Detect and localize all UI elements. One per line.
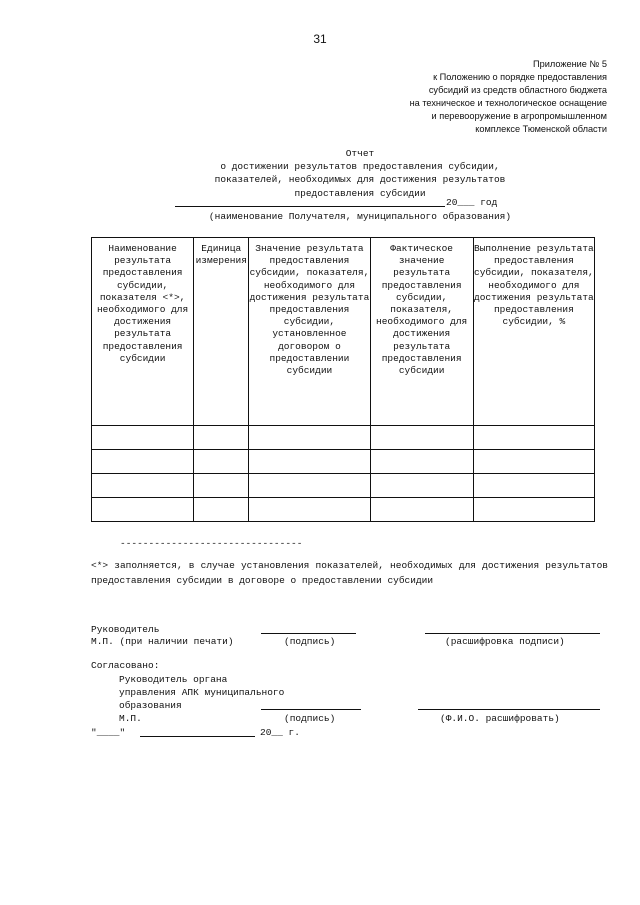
table-header-row (92, 238, 595, 426)
table-row (92, 426, 595, 450)
table-cell[interactable] (473, 498, 594, 522)
recipient-name-underline (175, 206, 445, 207)
table-cell[interactable] (249, 474, 370, 498)
agency-decoding-caption: (Ф.И.О. расшифровать) (440, 713, 560, 724)
table-cell[interactable] (473, 450, 594, 474)
table-cell[interactable] (92, 426, 194, 450)
agency-signature-caption: (подпись) (284, 713, 336, 724)
table-row (92, 498, 595, 522)
table-cell[interactable] (473, 426, 594, 450)
head-signature-line[interactable] (261, 633, 356, 634)
report-year: 20___ год (446, 197, 498, 208)
appendix-line: и перевооружение в агропромышленном (431, 111, 607, 121)
agency-label-line: образования (119, 700, 182, 711)
recipient-caption: (наименование Получателя, муниципального образования) (208, 211, 512, 222)
report-table (91, 237, 595, 522)
table-row (92, 450, 595, 474)
agency-label-line: управления АПК муниципального (119, 687, 285, 698)
appendix-line: к Положению о порядке предоставления (433, 72, 607, 82)
column-header-result-name: Наименование результата предоставления субсидии, показателя <*>, необходимого для достижения результата предоставления субсидии (92, 238, 194, 426)
table-cell[interactable] (370, 426, 473, 450)
column-header-unit: Единица измерения (194, 238, 249, 426)
agency-stamp-label: М.П. (119, 713, 142, 724)
table-cell[interactable] (370, 498, 473, 522)
table-cell[interactable] (194, 474, 249, 498)
appendix-line: комплексе Тюменской области (475, 124, 607, 134)
table-cell[interactable] (473, 474, 594, 498)
table-cell[interactable] (194, 498, 249, 522)
report-title-line: предоставления субсидии (294, 187, 426, 199)
column-header-actual-value: Фактическое значение результата предоставления субсидии, показателя, необходимого для достижения результата предоставления субсидии (370, 238, 473, 426)
report-period-line (175, 197, 515, 209)
table-cell[interactable] (249, 498, 370, 522)
column-header-completion: Выполнение результата предоставления субсидии, показателя, необходимого для достижения результата предоставления субсидии, % (473, 238, 594, 426)
agency-signature-line[interactable] (261, 709, 361, 710)
date-day: "____" (91, 727, 126, 738)
report-title-line: Отчет (345, 148, 375, 159)
appendix-header (307, 58, 607, 136)
decoding-caption: (расшифровка подписи) (445, 636, 565, 647)
table-cell[interactable] (92, 498, 194, 522)
column-header-planned-value: Значение результата предоставления субсидии, показателя, необходимого для достижения результата предоставления субсидии, установленное договором о предоставлении субсидии (249, 238, 370, 426)
table-cell[interactable] (92, 450, 194, 474)
appendix-line: на техническое и технологическое оснащение (409, 98, 607, 108)
table-cell[interactable] (249, 426, 370, 450)
stamp-label: М.П. (при наличии печати) (91, 636, 234, 647)
table-cell[interactable] (249, 450, 370, 474)
report-title-line: показателей, необходимых для достижения результатов (214, 174, 506, 186)
signature-caption: (подпись) (284, 636, 336, 647)
table-cell[interactable] (194, 426, 249, 450)
report-title (80, 147, 640, 200)
footnote-separator: -------------------------------- (120, 538, 303, 549)
footnote-text: <*> заполняется, в случае установления показателей, необходимых для достижения результатов предоставления субсидии в договоре о предоставлении субсидии (91, 560, 608, 586)
agreed-label: Согласовано: (91, 660, 160, 671)
table-row (92, 474, 595, 498)
agency-label-line: Руководитель органа (119, 674, 228, 685)
table-cell[interactable] (370, 450, 473, 474)
appendix-line: Приложение № 5 (533, 59, 607, 69)
table-cell[interactable] (370, 474, 473, 498)
date-year: 20__ г. (260, 727, 300, 738)
head-decoding-line[interactable] (425, 633, 600, 634)
page-number: 31 (313, 32, 327, 46)
head-label: Руководитель (91, 624, 160, 635)
date-month-line[interactable] (140, 736, 255, 737)
report-title-line: о достижении результатов предоставления субсидии, (220, 161, 500, 173)
table-cell[interactable] (92, 474, 194, 498)
appendix-line: субсидий из средств областного бюджета (428, 85, 607, 95)
agency-decoding-line[interactable] (418, 709, 600, 710)
table-cell[interactable] (194, 450, 249, 474)
